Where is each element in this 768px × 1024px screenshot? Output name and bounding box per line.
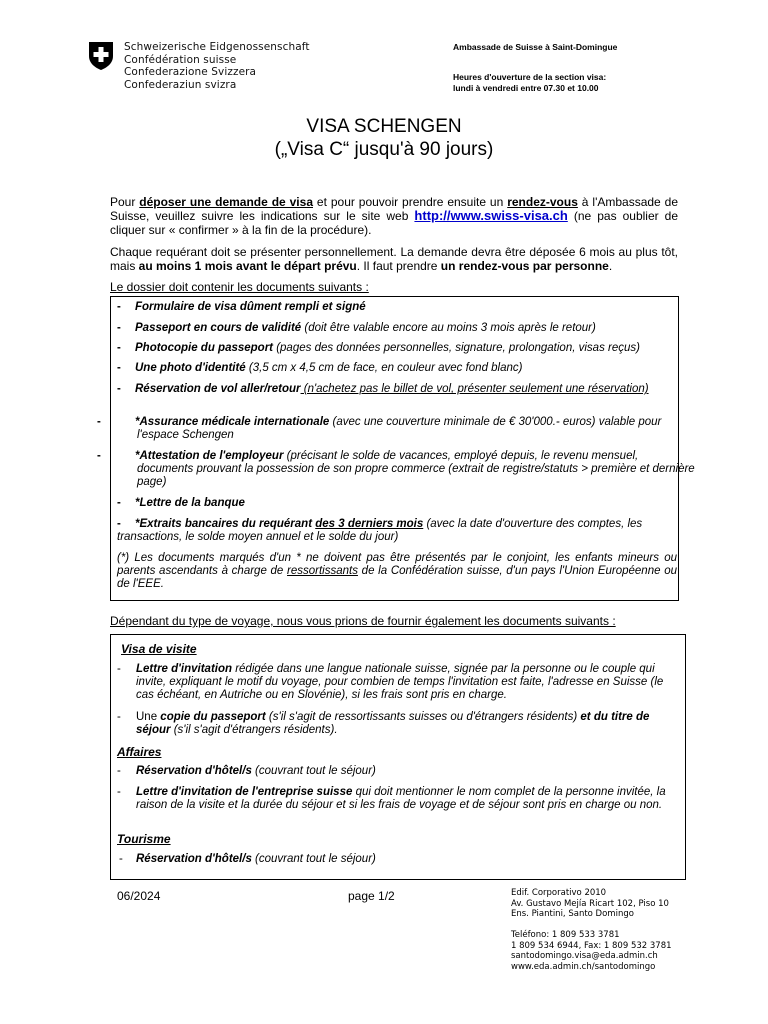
list-item: - Réservation d'hôtel/s (couvrant tout le séjour): [117, 765, 376, 777]
additional-documents-box: [110, 634, 686, 880]
swiss-crest-icon: [88, 41, 114, 71]
page-title: VISA SCHENGEN: [306, 116, 462, 137]
opening-hours: [453, 72, 606, 93]
list-item: - Réservation de vol aller/retour (n'achetez pas le billet de vol, présenter seulement une réservation): [117, 383, 649, 395]
footnote: (*) Les documents marqués d'un * ne doivent pas être présentés par le conjoint, les enfants mineurs ou parents ascendants à charge de ressortissants de la Confédération suisse, d'un pays l'Union Européenne ou de l'EEE.: [117, 552, 677, 590]
list-item: - Lettre d'invitation rédigée dans une langue nationale suisse, signée par la personne ou le couple qui invite, expliquant le motif du voyage, pour combien de temps l'invitation est faite, l'adresse en Suisse (le cas échéant, en Autriche ou en Slovénie), si les frais sont pris en charge.: [117, 663, 664, 701]
list-item: - Passeport en cours de validité (doit être valable encore au moins 3 mois après le retour): [117, 322, 596, 334]
list-item: - Formulaire de visa dûment rempli et signé: [117, 301, 366, 313]
required-documents-box: [97, 296, 695, 601]
list-item: - Photocopie du passeport (pages des données personnelles, signature, prolongation, visas reçus): [117, 342, 640, 354]
list-item: - *Attestation de l'employeur (précisant le solde de vacances, employé depuis, le revenu mensuel, documents prouvant la possession de son propre commerce (extrait de registre/statuts > première et dernière page): [97, 450, 695, 488]
list-item: - Une copie du passeport (s'il s'agit de ressortissants suisses ou d'étrangers résidents) et du titre de séjour (s'il s'agit d'étrangers résidents).: [117, 711, 650, 736]
authority-line: Confederazione Svizzera: [124, 66, 257, 78]
email-link[interactable]: santodomingo.visa@eda.admin.ch: [511, 951, 658, 961]
authority-line: Confederaziun svizra: [124, 78, 237, 91]
authority-line: Confédération suisse: [124, 53, 237, 66]
page-subtitle: („Visa C“ jusqu'à 90 jours): [274, 139, 494, 160]
requirements-paragraph: Chaque requérant doit se présenter personnellement. La demande devra être déposée 6 mois au plus tôt, mais au moins 1 mois avant le départ prévu. Il faut prendre un rendez-vous par personne.: [110, 245, 678, 273]
embassy-name: Ambassade de Suisse à Saint-Domingue: [453, 42, 618, 52]
list-item: - *Assurance médicale internationale (avec une couverture minimale de € 30'000.- euros) valable pour l'espace Schengen: [97, 416, 662, 441]
additional-documents-heading: Dépendant du type de voyage, nous vous prions de fournir également les documents suivants :: [110, 614, 616, 628]
list-item: - *Extraits bancaires du requérant des 3 derniers mois (avec la date d'ouverture des comptes, les transactions, le solde moyen annuel et le solde du jour): [117, 518, 643, 543]
intro-paragraph: Pour déposer une demande de visa et pour pouvoir prendre ensuite un rendez-vous à l'Ambassade de Suisse, veuillez suivre les indications sur le site web http://www.swiss-visa.ch (ne pas oublier de cliquer sur « confirmer » à la fin de la procédure).: [110, 195, 679, 237]
section-visa-de-visite: Visa de visite: [121, 642, 197, 656]
address-line: Edif. Corporativo 2010: [511, 888, 607, 898]
address-line: Teléfono: 1 809 533 3781: [511, 930, 620, 940]
address-line: 1 809 534 6944, Fax: 1 809 532 3781: [511, 940, 672, 951]
dossier-heading: Le dossier doit contenir les documents suivants :: [110, 280, 369, 294]
website-link[interactable]: www.eda.admin.ch/santodomingo: [511, 961, 656, 972]
federal-authority-lines: [124, 41, 310, 91]
page-number: page 1/2: [348, 889, 395, 903]
list-item: - *Lettre de la banque: [117, 497, 245, 509]
list-item: - Une photo d'identité (3,5 cm x 4,5 cm de face, en couleur avec fond blanc): [117, 362, 523, 374]
swiss-visa-link[interactable]: http://www.swiss-visa.ch: [414, 208, 568, 223]
opening-hours-line: lundi à vendredi entre 07.30 et 10.00: [453, 82, 599, 93]
authority-line: Schweizerische Eidgenossenschaft: [124, 41, 310, 53]
address-line: Ens. Piantini, Santo Domingo: [511, 909, 634, 919]
list-item: - Réservation d'hôtel/s (couvrant tout le séjour): [119, 853, 376, 865]
opening-hours-line: Heures d'ouverture de la section visa:: [453, 72, 607, 82]
list-item: - Lettre d'invitation de l'entreprise suisse qui doit mentionner le nom complet de la personne invitée, la raison de la visite et la durée du séjour et si les frais de voyage et de séjour sont pris en charge ou non.: [117, 786, 666, 811]
section-tourisme: Tourisme: [117, 832, 171, 846]
footer-date: 06/2024: [117, 889, 161, 903]
section-affaires: Affaires: [117, 745, 162, 759]
embassy-address: [511, 888, 672, 972]
address-line: Av. Gustavo Mejía Ricart 102, Piso 10: [511, 898, 669, 909]
address-spacer: [511, 920, 672, 931]
